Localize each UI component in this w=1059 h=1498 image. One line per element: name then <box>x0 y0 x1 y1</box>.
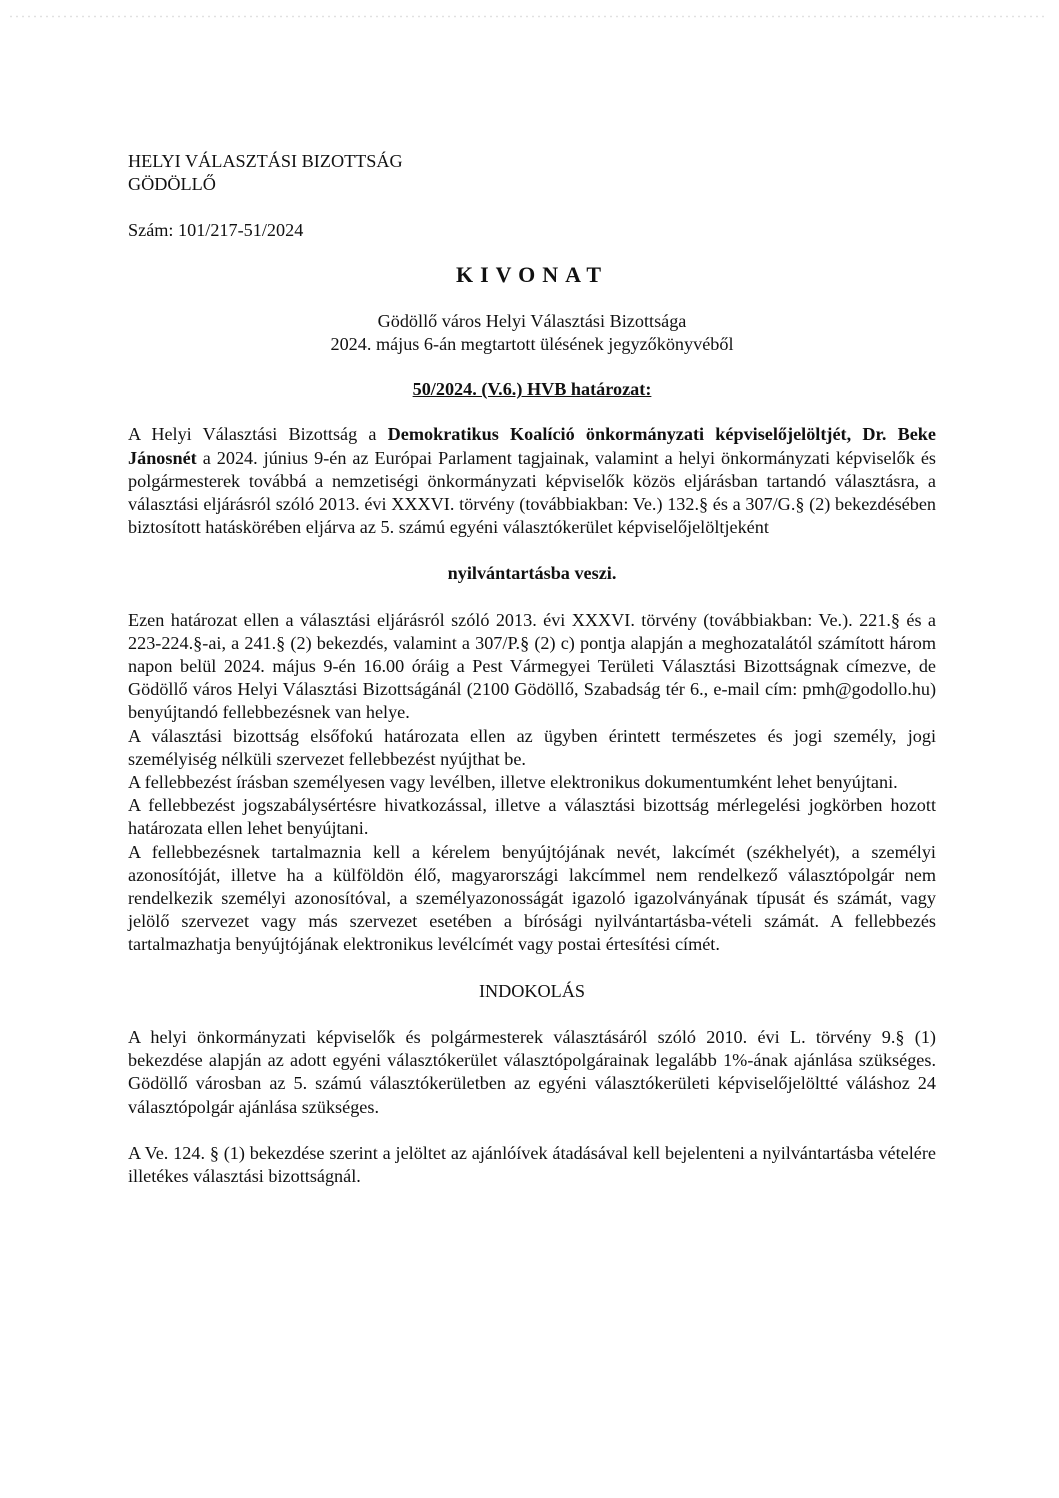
decision-statement: nyilvántartásba veszi. <box>447 563 617 584</box>
candidate-name: Demokratikus Koalíció önkormányzati képviselőjelöltjét, Dr. Beke Jánosnét <box>128 424 936 468</box>
subtitle-line-2: 2024. május 6-án megtartott ülésének jegyzőkönyvéből <box>330 334 734 355</box>
org-city: GÖDÖLLŐ <box>128 174 216 195</box>
org-name: HELYI VÁLASZTÁSI BIZOTTSÁG <box>128 151 403 171</box>
appeal-paragraph: A fellebbezést írásban személyesen vagy levélben, illetve elektronikus dokumentumként lehet benyújtani. <box>128 772 898 793</box>
appeal-paragraph: Ezen határozat ellen a választási eljárásról szóló 2013. évi XXXVI. törvény (továbbiakban: Ve.). 221.§ és a 223-224.§-ai, a 241.§ (2) bekezdés, valamint a 307/P.§ (2) c) pontja alapján a meghozatalától számított három napon belül 2024. május 9-én 16.00 óráig a Pest Vármegyei Területi Választási Bizottságnak címezve, de Gödöllő város Helyi Választási Bizottságánál (2100 Gödöllő, Szabadság tér 6., e-mail cím: pmh@godollo.hu) benyújtandó fellebbezésnek van helye. <box>128 609 936 723</box>
reasoning-paragraph: A helyi önkormányzati képviselők és polgármesterek választásáról szóló 2010. évi L. törvény 9.§ (1) bekezdése alapján az adott egyéni választókerület választópolgárainak legalább 1%-ának ajánlása szükséges. Gödöllő városban az 5. számú választókerületben az egyéni választókerületi képviselőjelöltté váláshoz 24 választópolgár ajánlása szükséges. <box>128 1026 936 1117</box>
case-number: Szám: 101/217-51/2024 <box>128 220 304 241</box>
appeal-paragraph: A fellebbezésnek tartalmaznia kell a kérelem benyújtójának nevét, lakcímét (székhelyét), a személyi azonosítóját, illetve ha a külföldön élő, magyarországi lakcímmel nem rendelkező választópolgár nem rendelkezik személyi azonosítóval, a személyazonosságát igazoló igazolványának típusát és számát, vagy jelölő szervezet vagy más szervezet esetében a bírósági nyilvántartásba-vételi számát. A fellebbezés tartalmazhatja benyújtójának elektronikus levélcímét vagy postai értesítési címét. <box>128 841 936 955</box>
decision-text-pre: A Helyi Választási Bizottság a <box>128 424 388 445</box>
resolution-number: 50/2024. (V.6.) HVB határozat: <box>412 379 652 400</box>
appeal-paragraph: A fellebbezést jogszabálysértésre hivatkozással, illetve a választási bizottság mérlegelési jogkörben hozott határozata ellen lehet benyújtani. <box>128 795 936 839</box>
appeal-paragraph: A választási bizottság elsőfokú határozata ellen az ügyben érintett természetes és jogi személy, jogi személyiség nélküli szervezet fellebbezést nyújthat be. <box>128 725 936 769</box>
decision-text-post: a 2024. június 9-én az Európai Parlament tagjainak, valamint a helyi önkormányzati képviselők és polgármesterek továbbá a nemzetiségi önkormányzati képviselők közös eljárásban tartandó választásra, a választási eljárásról szóló 2013. évi XXXVI. törvény (továbbiakban: Ve.) 132.§ és a 307/G.§ (2) bekezdésében biztosított hatáskörében eljárva az 5. számú egyéni választókerület képviselőjelöltjeként <box>128 447 936 538</box>
reasoning-heading: INDOKOLÁS <box>478 980 586 1001</box>
paragraph-gap <box>128 1119 936 1142</box>
reasoning-paragraph: A Ve. 124. § (1) bekezdése szerint a jelöltet az ajánlóívek átadásával kell bejelenteni a nyilvántartásba vételére illetékes választási bizottságnál. <box>128 1142 936 1186</box>
decision-paragraph <box>128 423 936 539</box>
document-body <box>128 150 936 1188</box>
subtitle-line-1: Gödöllő város Helyi Választási Bizottsága <box>377 310 687 331</box>
document-title: KIVONAT <box>455 261 609 287</box>
scan-artifact-dots <box>8 15 1048 18</box>
